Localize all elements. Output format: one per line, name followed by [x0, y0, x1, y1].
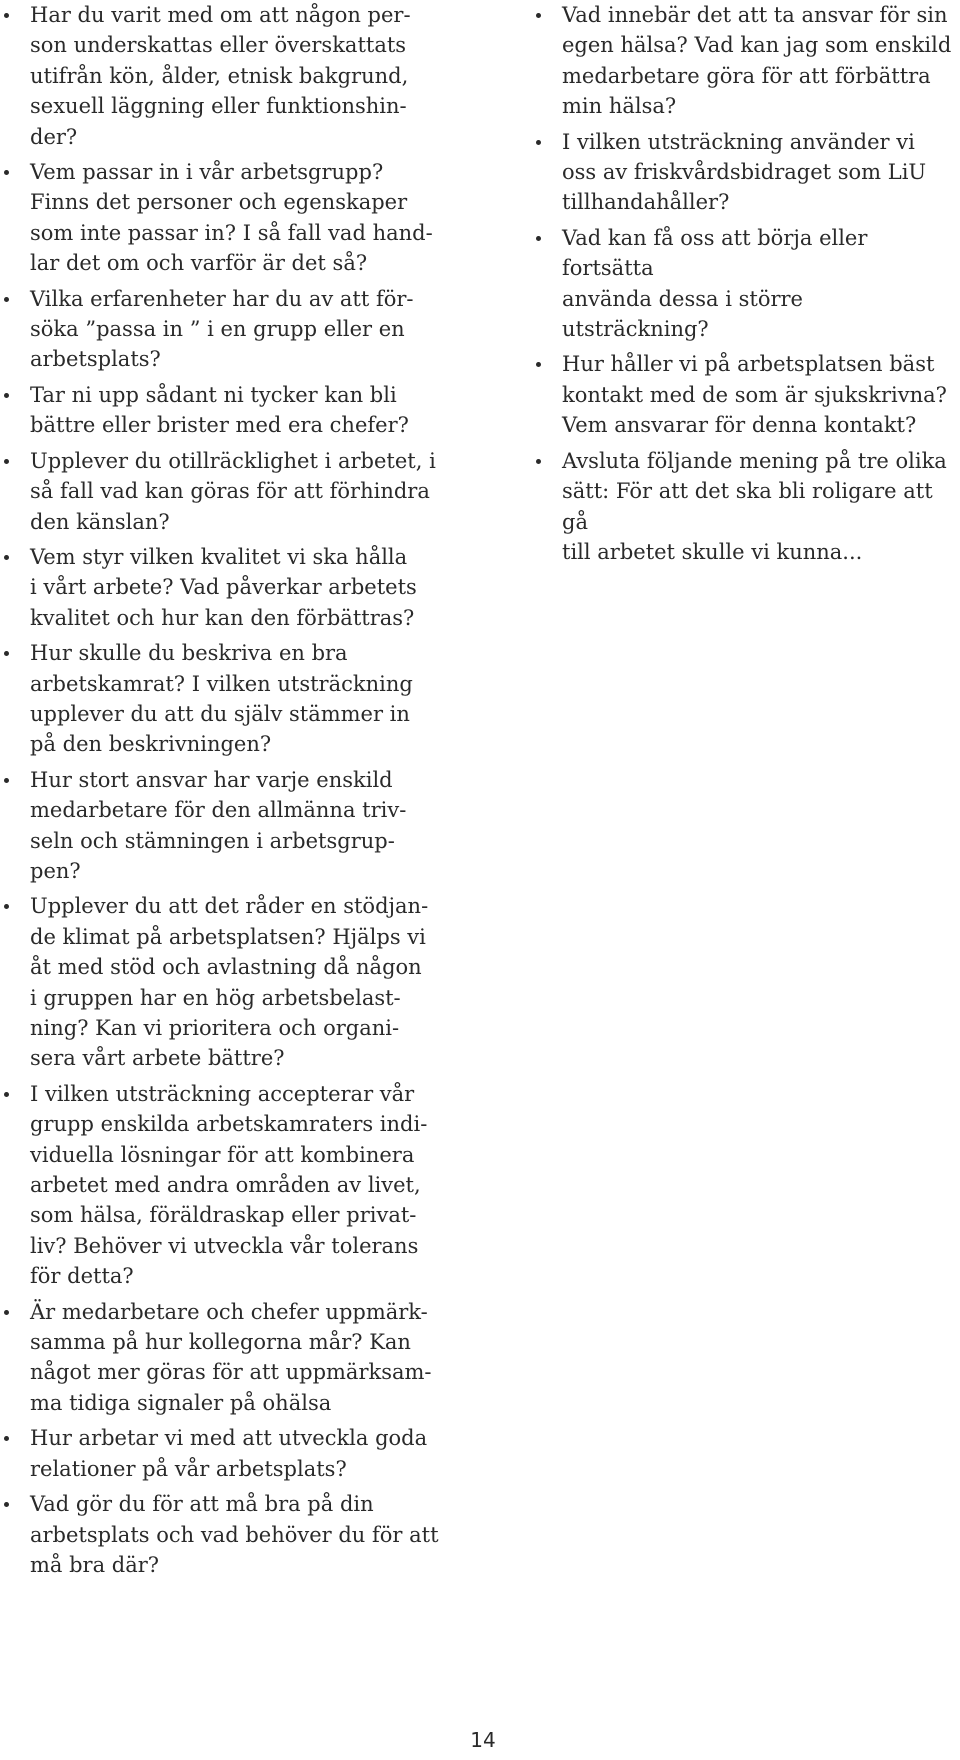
- page-number: 14: [470, 1728, 496, 1752]
- list-item-text: Vem passar in i vår arbetsgrupp? Finns det personer och egenskaper som inte passar in? I så fall vad hand- lar det om och varför är det så?: [30, 160, 433, 276]
- list-item: [0, 638, 440, 760]
- bullet-icon: [536, 236, 541, 241]
- bullet-icon: [536, 140, 541, 145]
- list-item: [0, 1297, 440, 1419]
- list-item-text: Vem styr vilken kvalitet vi ska hålla i vårt arbete? Vad påverkar arbetets kvalitet och hur kan den förbättras?: [30, 544, 417, 630]
- bullet-icon: [4, 904, 9, 909]
- list-item: [0, 765, 440, 887]
- list-item-text: I vilken utsträckning använder vi oss av friskvårdsbidraget som LiU tillhandahåller?: [562, 129, 927, 215]
- list-item: [0, 157, 440, 279]
- list-item-text: Tar ni upp sådant ni tycker kan bli bättre eller brister med era chefer?: [30, 382, 409, 438]
- list-item-text: Hur håller vi på arbetsplatsen bäst kontakt med de som är sjukskrivna? Vem ansvarar för denna kontakt?: [562, 352, 947, 438]
- list-item-text: Vad kan få oss att börja eller fortsätta använda dessa i större utsträckning?: [562, 225, 868, 342]
- bullet-icon: [4, 1092, 9, 1097]
- list-item: [0, 1423, 440, 1484]
- list-item-text: Hur stort ansvar har varje enskild medarbetare för den allmänna triv- seln och stämningen i arbetsgrup- pen?: [30, 767, 407, 883]
- list-item-text: Upplever du att det råder en stödjan- de klimat på arbetsplatsen? Hjälps vi åt med stöd och avlastning då någon i gruppen har en hög arbetsbelast- ning? Kan vi prioritera och organi- sera vårt arbete bättre?: [30, 894, 429, 1071]
- list-item-text: Upplever du otillräcklighet i arbetet, i så fall vad kan göras för att förhindra den känslan?: [30, 448, 436, 534]
- left-question-list: [0, 0, 440, 1585]
- bullet-icon: [4, 13, 9, 18]
- list-item-text: I vilken utsträckning accepterar vår grupp enskilda arbetskamraters indi- viduella lösningar för att kombinera arbetet med andra områden av livet, som hälsa, föräldraskap eller privat- liv? Behöver vi utveckla vår tolerans för detta?: [30, 1081, 428, 1289]
- bullet-icon: [4, 1502, 9, 1507]
- list-item: [0, 380, 440, 441]
- bullet-icon: [4, 778, 9, 783]
- bullet-icon: [4, 459, 9, 464]
- list-item-text: Hur arbetar vi med att utveckla goda relationer på vår arbetsplats?: [30, 1426, 428, 1481]
- bullet-icon: [536, 13, 541, 18]
- bullet-icon: [4, 651, 9, 656]
- bullet-icon: [536, 362, 541, 367]
- bullet-icon: [4, 1310, 9, 1315]
- list-item: [0, 284, 440, 375]
- list-item-text: Hur skulle du beskriva en bra arbetskamrat? I vilken utsträckning upplever du att du själv stämmer in på den beskrivningen?: [30, 641, 413, 757]
- list-item: [532, 446, 952, 568]
- list-item: [532, 0, 952, 122]
- bullet-icon: [4, 170, 9, 175]
- bullet-icon: [4, 393, 9, 398]
- list-item: [0, 1489, 440, 1580]
- list-item-text: Vad innebär det att ta ansvar för sin egen hälsa? Vad kan jag som enskild medarbetare göra för att förbättra min hälsa?: [562, 3, 952, 119]
- list-item: [532, 127, 952, 218]
- bullet-icon: [4, 555, 9, 560]
- list-item-text: Har du varit med om att någon per- son underskattas eller överskattats utifrån kön, ålder, etnisk bakgrund, sexuell läggning eller funktionshin- der?: [30, 3, 411, 149]
- list-item: [0, 1079, 440, 1292]
- list-item: [532, 223, 952, 345]
- bullet-icon: [4, 297, 9, 302]
- list-item: [0, 891, 440, 1073]
- list-item-text: Vad gör du för att må bra på din arbetsplats och vad behöver du för att må bra där?: [30, 1492, 439, 1577]
- list-item: [0, 542, 440, 633]
- bullet-icon: [536, 459, 541, 464]
- list-item: [0, 0, 440, 152]
- right-question-list: [532, 0, 952, 572]
- list-item-text: Är medarbetare och chefer uppmärk- samma på hur kollegorna mår? Kan något mer göras för att uppmärksam- ma tidiga signaler på ohälsa: [30, 1299, 432, 1415]
- bullet-icon: [4, 1436, 9, 1441]
- list-item-text: Avsluta följande mening på tre olika sätt: För att det ska bli roligare att gå till arbetet skulle vi kunna...: [562, 448, 947, 564]
- list-item: [0, 446, 440, 537]
- list-item-text: Vilka erfarenheter har du av att för- söka ”passa in ” i en grupp eller en arbetsplats?: [30, 286, 414, 372]
- list-item: [532, 349, 952, 440]
